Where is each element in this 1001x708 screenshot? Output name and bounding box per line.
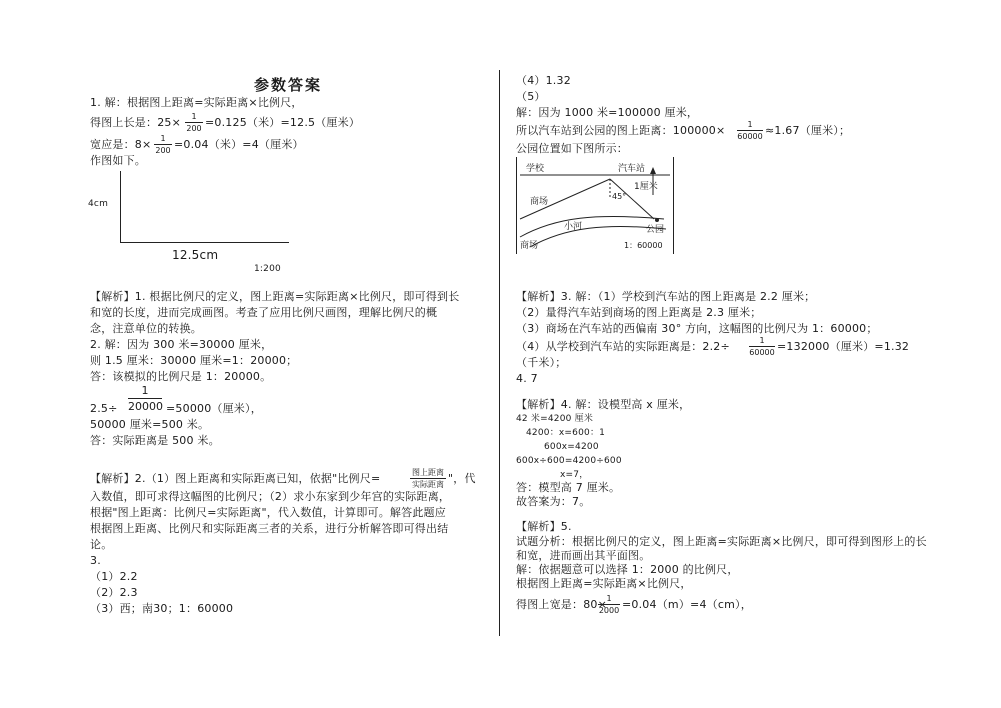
q2-fraction: [128, 384, 162, 413]
q2-fraction-den: 20000: [128, 400, 163, 413]
a2-line-1a: 【解析】2.（1）图上距离和实际距离已知，依据"比例尺=: [90, 472, 381, 485]
a2-line-2: 入数值，即可求得这幅图的比例尺；（2）求小东家到少年宫的实际距离，: [90, 490, 451, 503]
q1-line-2a: 得图上长是：25×: [90, 116, 182, 129]
q1-line-4: 作图如下。: [90, 154, 146, 167]
q3-answer-1: （1）2.2: [90, 570, 138, 583]
a3-line-3: （3）商场在汽车站的西偏南 30° 方向，这幅图的比例尺为 1：60000；: [516, 322, 878, 335]
a3-fraction-num: 1: [759, 336, 765, 345]
q1-line-3a: 宽应是：8×: [90, 138, 152, 151]
a4-line-5: 600x÷600=4200÷600: [516, 456, 622, 466]
map-label-school: 学校: [526, 164, 545, 174]
q2-line-4b: =50000（厘米），: [166, 402, 262, 415]
a2-fraction: [410, 468, 446, 489]
a4-line-4: 600x=4200: [544, 442, 599, 452]
q3-answer-3: （3）西；南30；1：60000: [90, 602, 234, 615]
a3-fraction: [749, 336, 775, 357]
a5-fraction: [598, 594, 620, 615]
map-label-river: 小河: [564, 222, 583, 232]
q2-line-6: 答：实际距离是 500 米。: [90, 434, 220, 447]
map-label-mall-1: 商场: [530, 197, 549, 207]
q2-fraction-num: 1: [141, 384, 149, 397]
a5-fraction-den: 2000: [598, 606, 620, 615]
figure-bottom-edge: [120, 242, 289, 243]
q1-fraction-2-num: 1: [160, 134, 166, 143]
a4-line-8: 故答案为：7。: [516, 495, 591, 508]
q3-answer-2: （2）2.3: [90, 586, 138, 599]
r-line-2: （5）: [516, 90, 546, 103]
a3-line-4b: =132000（厘米）=1.32: [777, 340, 910, 353]
a5-line-6a: 得图上宽是：80×: [516, 598, 608, 611]
r-fraction-den: 60000: [737, 132, 763, 141]
q4-answer: 4. 7: [516, 372, 538, 385]
q1-line-2b: =0.125（米）=12.5（厘米）: [205, 116, 361, 129]
a5-line-1: 【解析】5.: [516, 520, 572, 533]
a3-line-5: （千米）；: [516, 356, 567, 369]
a4-line-7: 答：模型高 7 厘米。: [516, 481, 621, 494]
figure-scale-label: 1:200: [254, 264, 281, 274]
a3-line-4a: （4）从学校到汽车站的实际距离是：2.2÷: [516, 340, 730, 353]
a5-fraction-num: 1: [606, 594, 612, 603]
a4-line-3: 4200：x=600：1: [526, 428, 606, 438]
a5-line-4: 解：依据题意可以选择 1：2000 的比例尺，: [516, 563, 739, 576]
r-line-5: 公园位置如下图所示：: [516, 142, 628, 155]
map-label-park: 公园: [646, 225, 665, 235]
map-label-angle: 45°: [612, 192, 627, 201]
r-fraction-num: 1: [747, 120, 753, 129]
q1-fraction-2: [154, 134, 172, 155]
a1-line-3: 念，注意单位的转换。: [90, 322, 202, 335]
map-label-bus-station: 汽车站: [618, 164, 646, 174]
map-label-1cm: 1厘米: [634, 182, 658, 192]
a4-line-2: 42 米=4200 厘米: [516, 414, 594, 424]
a5-line-2: 试题分析：根据比例尺的定义，图上距离=实际距离×比例尺，即可得到图形上的长: [516, 535, 927, 548]
q2-line-1: 2. 解：因为 300 米=30000 厘米，: [90, 338, 273, 351]
r-line-4b: ≈1.67（厘米）；: [765, 124, 851, 137]
a2-fraction-den: 实际距离: [412, 480, 444, 489]
a4-line-6: x=7，: [560, 470, 589, 480]
a4-line-1: 【解析】4. 解：设模型高 x 厘米，: [516, 398, 691, 411]
a2-line-5: 论。: [90, 538, 113, 551]
a1-line-1: 【解析】1. 根据比例尺的定义，图上距离=实际距离×比例尺，即可得到长: [90, 290, 460, 303]
q2-line-4a: 2.5÷: [90, 402, 118, 415]
q1-fraction-1-den: 200: [186, 124, 202, 133]
map-label-mall-2: 商场: [520, 241, 539, 251]
r-line-4a: 所以汽车站到公园的图上距离：100000×: [516, 124, 726, 137]
q1-fraction-1-num: 1: [191, 112, 197, 121]
r-line-3: 解：因为 1000 米=100000 厘米，: [516, 106, 699, 119]
a2-line-4: 根据图上距离、比例尺和实际距离三者的关系，进行分析解答即可得出结: [90, 522, 449, 535]
q1-fraction-2-den: 200: [155, 146, 171, 155]
figure-height-label: 4cm: [88, 199, 109, 209]
figure-width-label: 12.5cm: [172, 248, 219, 262]
q2-line-2: 则 1.5 厘米：30000 厘米=1：20000；: [90, 354, 298, 367]
a2-fraction-num: 图上距离: [412, 468, 444, 477]
column-divider: [499, 70, 500, 636]
r-line-1: （4）1.32: [516, 74, 571, 87]
figure-left-edge: [120, 171, 121, 243]
a5-line-6b: =0.04（m）=4（cm），: [622, 598, 752, 611]
a2-line-1b: "，代: [448, 472, 476, 485]
r-fraction: [737, 120, 763, 141]
a3-line-2: （2）量得汽车站到商场的图上距离是 2.3 厘米；: [516, 306, 762, 319]
map-label-scale: 1：60000: [624, 241, 663, 250]
a5-line-3: 和宽，进而画出其平面图。: [516, 549, 651, 562]
a5-line-5: 根据图上距离=实际距离×比例尺，: [516, 577, 692, 590]
a2-line-3: 根据"图上距离：比例尺=实际距离"，代入数值，计算即可。解答此题应: [90, 506, 446, 519]
q1-line-1: 1. 解：根据图上距离=实际距离×比例尺，: [90, 96, 303, 109]
a1-line-2: 和宽的长度，进而完成画图。考查了应用比例尺画图，理解比例尺的概: [90, 306, 438, 319]
page-title: 参数答案: [254, 76, 323, 94]
q2-line-5: 50000 厘米=500 米。: [90, 418, 210, 431]
q1-line-3b: =0.04（米）=4（厘米）: [174, 138, 304, 151]
map-north-arrowhead: [650, 167, 656, 174]
q1-fraction-1: [185, 112, 203, 133]
a3-line-1: 【解析】3. 解：（1）学校到汽车站的图上距离是 2.2 厘米；: [516, 290, 816, 303]
a3-fraction-den: 60000: [749, 348, 775, 357]
q3-number: 3.: [90, 554, 101, 567]
q2-line-3: 答：该模拟的比例尺是 1：20000。: [90, 370, 272, 383]
